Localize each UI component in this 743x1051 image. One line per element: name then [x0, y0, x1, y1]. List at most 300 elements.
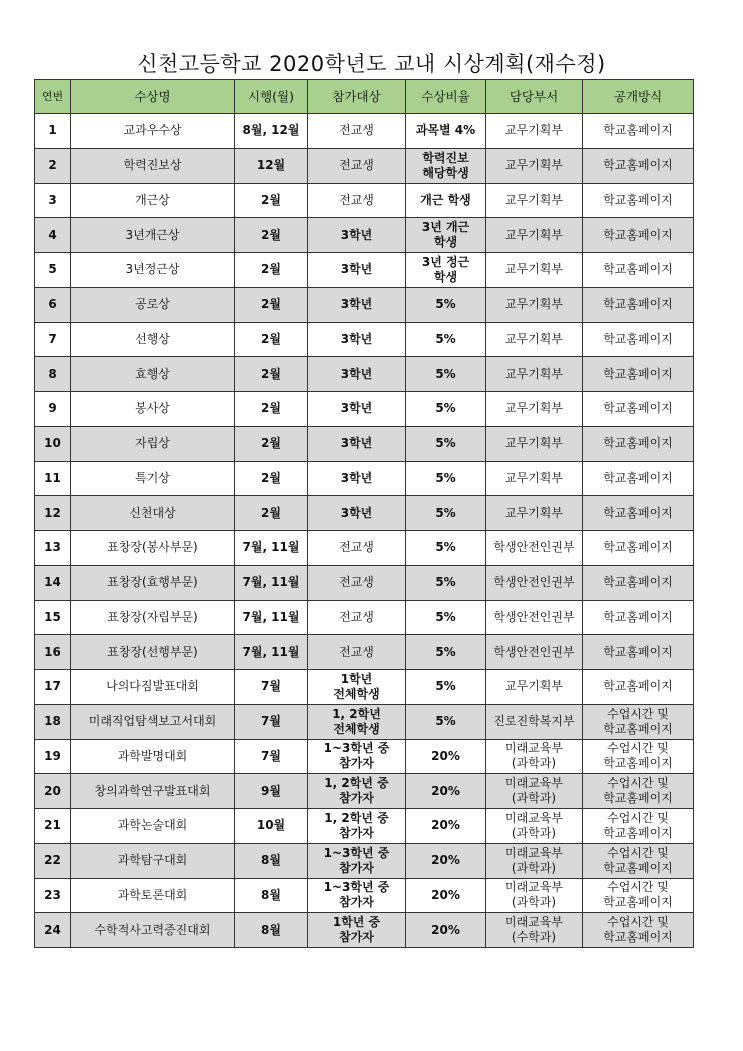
- cell-disclose: [583, 843, 694, 878]
- cell-line: 학교홈페이지: [603, 679, 673, 694]
- cell-ratio: [406, 531, 486, 566]
- cell-disclose: [583, 565, 694, 600]
- cell-line: 학생: [433, 235, 458, 250]
- cell-when: 2월: [235, 253, 308, 288]
- table-row: [35, 809, 694, 844]
- cell-line: 학교홈페이지: [603, 297, 673, 312]
- cell-no: 20: [35, 774, 71, 809]
- cell-line: 학교홈페이지: [603, 825, 673, 840]
- cell-dept: [486, 148, 583, 183]
- cell-ratio: [406, 739, 486, 774]
- cell-line: 교무기획부: [505, 123, 563, 138]
- cell-when: 7월: [235, 670, 308, 705]
- cell-ratio: [406, 114, 486, 149]
- cell-no: 17: [35, 670, 71, 705]
- table-row: [35, 843, 694, 878]
- cell-when: 12월: [235, 148, 308, 183]
- cell-line: 5%: [435, 297, 456, 312]
- cell-line: 교무기획부: [505, 470, 563, 485]
- cell-target: [308, 322, 406, 357]
- cell-disclose: [583, 704, 694, 739]
- cell-target: [308, 183, 406, 218]
- table-row: [35, 600, 694, 635]
- cell-dept: [486, 496, 583, 531]
- cell-no: 21: [35, 809, 71, 844]
- cell-no: 11: [35, 461, 71, 496]
- cell-disclose: [583, 287, 694, 322]
- cell-award-name: 교과우수상: [71, 114, 235, 149]
- cell-when: 2월: [235, 461, 308, 496]
- cell-line: 수업시간 및: [607, 776, 669, 791]
- cell-dept: [486, 843, 583, 878]
- cell-target: [308, 357, 406, 392]
- cell-line: 5%: [435, 679, 456, 694]
- table-row: [35, 704, 694, 739]
- cell-dept: [486, 531, 583, 566]
- cell-no: 18: [35, 704, 71, 739]
- table-row: [35, 635, 694, 670]
- cell-line: 학교홈페이지: [603, 575, 673, 590]
- cell-dept: [486, 809, 583, 844]
- cell-line: 교무기획부: [505, 679, 563, 694]
- cell-line: 수업시간 및: [607, 810, 669, 825]
- cell-target: [308, 704, 406, 739]
- cell-when: 10월: [235, 809, 308, 844]
- cell-line: 교무기획부: [505, 436, 563, 451]
- cell-line: 학교홈페이지: [603, 470, 673, 485]
- cell-dept: [486, 670, 583, 705]
- cell-award-name: 미래직업탐색보고서대회: [71, 704, 235, 739]
- cell-when: 8월: [235, 843, 308, 878]
- cell-when: 2월: [235, 357, 308, 392]
- cell-when: 2월: [235, 392, 308, 427]
- cell-disclose: [583, 426, 694, 461]
- cell-line: 과목별 4%: [415, 123, 476, 138]
- header-dept: 담당부서: [486, 80, 583, 114]
- header-name: 수상명: [71, 80, 235, 114]
- cell-when: 7월: [235, 704, 308, 739]
- cell-dept: [486, 704, 583, 739]
- cell-target: [308, 531, 406, 566]
- table-row: [35, 461, 694, 496]
- cell-ratio: [406, 218, 486, 253]
- cell-disclose: [583, 253, 694, 288]
- cell-target: [308, 913, 406, 948]
- cell-ratio: [406, 426, 486, 461]
- cell-target: [308, 114, 406, 149]
- cell-line: (과학과): [511, 895, 557, 910]
- table-row: [35, 253, 694, 288]
- cell-when: 9월: [235, 774, 308, 809]
- cell-dept: [486, 287, 583, 322]
- cell-when: 8월: [235, 878, 308, 913]
- cell-line: (과학과): [511, 756, 557, 771]
- cell-award-name: 효행상: [71, 357, 235, 392]
- cell-line: 학교홈페이지: [603, 609, 673, 624]
- cell-line: 20%: [431, 922, 460, 937]
- cell-line: 전교생: [339, 540, 374, 555]
- cell-ratio: [406, 322, 486, 357]
- table-row: [35, 392, 694, 427]
- cell-ratio: [406, 878, 486, 913]
- cell-dept: [486, 426, 583, 461]
- cell-when: 2월: [235, 218, 308, 253]
- cell-dept: [486, 878, 583, 913]
- award-plan-table: [34, 79, 694, 948]
- cell-line: 참가자: [339, 791, 374, 806]
- cell-award-name: 3년정근상: [71, 253, 235, 288]
- cell-line: 3학년: [340, 505, 373, 520]
- cell-line: 5%: [435, 575, 456, 590]
- cell-line: 20%: [431, 818, 460, 833]
- cell-ratio: [406, 183, 486, 218]
- cell-line: 학교홈페이지: [603, 721, 673, 736]
- cell-line: 5%: [435, 366, 456, 381]
- table-row: [35, 218, 694, 253]
- cell-disclose: [583, 357, 694, 392]
- table-body: [35, 114, 694, 948]
- cell-disclose: [583, 670, 694, 705]
- cell-line: 1~3학년 중: [323, 741, 390, 756]
- cell-line: 학생: [433, 269, 458, 284]
- cell-line: 학교홈페이지: [603, 930, 673, 945]
- cell-disclose: [583, 392, 694, 427]
- cell-line: 교무기획부: [505, 192, 563, 207]
- cell-line: 학교홈페이지: [603, 505, 673, 520]
- cell-when: 7월: [235, 739, 308, 774]
- cell-line: 학생안전인권부: [493, 644, 575, 659]
- cell-no: 14: [35, 565, 71, 600]
- cell-dept: [486, 357, 583, 392]
- cell-line: 1, 2학년 중: [324, 810, 389, 825]
- cell-line: (수학과): [511, 930, 557, 945]
- cell-ratio: [406, 461, 486, 496]
- cell-target: [308, 253, 406, 288]
- cell-target: [308, 809, 406, 844]
- table-row: [35, 496, 694, 531]
- header-no: 연번: [35, 80, 71, 114]
- cell-line: 학교홈페이지: [603, 123, 673, 138]
- cell-line: 3학년: [340, 297, 373, 312]
- cell-line: 1학년: [340, 671, 373, 686]
- cell-dept: [486, 774, 583, 809]
- cell-disclose: [583, 148, 694, 183]
- cell-when: 2월: [235, 183, 308, 218]
- cell-no: 16: [35, 635, 71, 670]
- cell-line: 교무기획부: [505, 158, 563, 173]
- cell-no: 24: [35, 913, 71, 948]
- cell-line: 20%: [431, 748, 460, 763]
- cell-dept: [486, 739, 583, 774]
- cell-line: 수업시간 및: [607, 880, 669, 895]
- cell-award-name: 표창장(자립부문): [71, 600, 235, 635]
- cell-when: 8월: [235, 913, 308, 948]
- table-row: [35, 774, 694, 809]
- cell-no: 1: [35, 114, 71, 149]
- cell-target: [308, 774, 406, 809]
- cell-disclose: [583, 114, 694, 149]
- cell-award-name: 수학적사고력증진대회: [71, 913, 235, 948]
- cell-dept: [486, 322, 583, 357]
- table-row: [35, 878, 694, 913]
- header-ratio: 수상비율: [406, 80, 486, 114]
- header-when: 시행(월): [235, 80, 308, 114]
- cell-line: 전교생: [339, 575, 374, 590]
- cell-no: 9: [35, 392, 71, 427]
- cell-line: 교무기획부: [505, 297, 563, 312]
- cell-target: [308, 739, 406, 774]
- cell-no: 23: [35, 878, 71, 913]
- cell-line: 학교홈페이지: [603, 540, 673, 555]
- cell-award-name: 과학논술대회: [71, 809, 235, 844]
- cell-line: 전체학생: [333, 721, 380, 736]
- cell-ratio: [406, 809, 486, 844]
- cell-award-name: 공로상: [71, 287, 235, 322]
- cell-line: 3년 개근: [421, 220, 470, 235]
- cell-line: 3학년: [340, 401, 373, 416]
- cell-target: [308, 287, 406, 322]
- cell-line: 학교홈페이지: [603, 262, 673, 277]
- cell-line: 참가자: [339, 930, 374, 945]
- cell-target: [308, 843, 406, 878]
- cell-disclose: [583, 496, 694, 531]
- cell-line: 교무기획부: [505, 505, 563, 520]
- table-row: [35, 183, 694, 218]
- cell-line: 학교홈페이지: [603, 436, 673, 451]
- cell-line: 학교홈페이지: [603, 791, 673, 806]
- cell-disclose: [583, 218, 694, 253]
- cell-award-name: 과학토론대회: [71, 878, 235, 913]
- cell-award-name: 개근상: [71, 183, 235, 218]
- cell-award-name: 표창장(효행부문): [71, 565, 235, 600]
- cell-line: 1, 2학년 중: [324, 776, 389, 791]
- cell-award-name: 나의다짐발표대회: [71, 670, 235, 705]
- cell-ratio: [406, 913, 486, 948]
- cell-when: 2월: [235, 426, 308, 461]
- cell-dept: [486, 913, 583, 948]
- cell-line: 5%: [435, 609, 456, 624]
- header-row: [35, 80, 694, 114]
- cell-line: 전교생: [339, 644, 374, 659]
- cell-when: 2월: [235, 287, 308, 322]
- cell-ratio: [406, 287, 486, 322]
- cell-line: 미래교육부: [505, 810, 563, 825]
- cell-line: 학교홈페이지: [603, 331, 673, 346]
- cell-line: 수업시간 및: [607, 845, 669, 860]
- cell-line: 5%: [435, 505, 456, 520]
- cell-dept: [486, 392, 583, 427]
- cell-ratio: [406, 253, 486, 288]
- cell-award-name: 과학탐구대회: [71, 843, 235, 878]
- cell-line: 학교홈페이지: [603, 860, 673, 875]
- cell-ratio: [406, 704, 486, 739]
- cell-line: 학교홈페이지: [603, 644, 673, 659]
- cell-line: 3학년: [340, 331, 373, 346]
- cell-target: [308, 878, 406, 913]
- cell-line: 교무기획부: [505, 227, 563, 242]
- cell-ratio: [406, 357, 486, 392]
- cell-ratio: [406, 565, 486, 600]
- cell-line: 수업시간 및: [607, 706, 669, 721]
- cell-line: 학력진보: [422, 150, 469, 165]
- cell-disclose: [583, 183, 694, 218]
- header-target: 참가대상: [308, 80, 406, 114]
- cell-line: 1, 2학년: [332, 706, 381, 721]
- cell-line: 1~3학년 중: [323, 880, 390, 895]
- cell-ratio: [406, 392, 486, 427]
- cell-dept: [486, 114, 583, 149]
- cell-line: 학교홈페이지: [603, 756, 673, 771]
- table-header: [35, 80, 694, 114]
- cell-no: 6: [35, 287, 71, 322]
- cell-award-name: 학력진보상: [71, 148, 235, 183]
- cell-award-name: 봉사상: [71, 392, 235, 427]
- cell-no: 15: [35, 600, 71, 635]
- cell-ratio: [406, 635, 486, 670]
- header-disclose: 공개방식: [583, 80, 694, 114]
- cell-line: 참가자: [339, 756, 374, 771]
- cell-disclose: [583, 809, 694, 844]
- cell-no: 22: [35, 843, 71, 878]
- cell-award-name: 자립상: [71, 426, 235, 461]
- cell-ratio: [406, 843, 486, 878]
- cell-disclose: [583, 913, 694, 948]
- cell-line: 학생안전인권부: [493, 575, 575, 590]
- cell-disclose: [583, 531, 694, 566]
- table-row: [35, 426, 694, 461]
- cell-line: (과학과): [511, 825, 557, 840]
- table-row: [35, 287, 694, 322]
- cell-line: 3학년: [340, 227, 373, 242]
- cell-line: 5%: [435, 644, 456, 659]
- cell-no: 5: [35, 253, 71, 288]
- cell-ratio: [406, 148, 486, 183]
- table-row: [35, 322, 694, 357]
- table-row: [35, 670, 694, 705]
- cell-line: 3학년: [340, 366, 373, 381]
- cell-when: 7월, 11월: [235, 565, 308, 600]
- cell-target: [308, 461, 406, 496]
- cell-line: (과학과): [511, 791, 557, 806]
- cell-line: 학교홈페이지: [603, 192, 673, 207]
- table-row: [35, 739, 694, 774]
- table-row: [35, 114, 694, 149]
- cell-line: 5%: [435, 714, 456, 729]
- cell-award-name: 표창장(봉사부문): [71, 531, 235, 566]
- cell-line: 전체학생: [333, 686, 380, 701]
- cell-line: 학교홈페이지: [603, 366, 673, 381]
- cell-ratio: [406, 670, 486, 705]
- cell-line: 미래교육부: [505, 915, 563, 930]
- cell-line: 진로진학복지부: [493, 714, 575, 729]
- cell-dept: [486, 218, 583, 253]
- cell-line: 교무기획부: [505, 331, 563, 346]
- cell-no: 2: [35, 148, 71, 183]
- cell-line: 개근 학생: [420, 192, 471, 207]
- cell-disclose: [583, 461, 694, 496]
- table-row: [35, 531, 694, 566]
- cell-disclose: [583, 774, 694, 809]
- cell-ratio: [406, 600, 486, 635]
- cell-line: 1~3학년 중: [323, 845, 390, 860]
- cell-line: 학생안전인권부: [493, 609, 575, 624]
- cell-line: 학교홈페이지: [603, 401, 673, 416]
- cell-dept: [486, 183, 583, 218]
- cell-award-name: 표창장(선행부문): [71, 635, 235, 670]
- cell-no: 19: [35, 739, 71, 774]
- cell-line: 3학년: [340, 262, 373, 277]
- cell-target: [308, 148, 406, 183]
- cell-dept: [486, 635, 583, 670]
- cell-line: 5%: [435, 540, 456, 555]
- cell-no: 13: [35, 531, 71, 566]
- cell-disclose: [583, 635, 694, 670]
- cell-line: 5%: [435, 436, 456, 451]
- cell-target: [308, 670, 406, 705]
- cell-no: 12: [35, 496, 71, 531]
- cell-line: 참가자: [339, 860, 374, 875]
- cell-award-name: 선행상: [71, 322, 235, 357]
- cell-line: 전교생: [339, 123, 374, 138]
- cell-line: 미래교육부: [505, 776, 563, 791]
- cell-target: [308, 635, 406, 670]
- cell-line: 해당학생: [422, 165, 469, 180]
- cell-award-name: 특기상: [71, 461, 235, 496]
- cell-line: 3학년: [340, 470, 373, 485]
- cell-line: 미래교육부: [505, 741, 563, 756]
- cell-disclose: [583, 878, 694, 913]
- table-row: [35, 357, 694, 392]
- document-title: 신천고등학교 2020학년도 교내 시상계획(재수정): [137, 52, 606, 76]
- cell-line: 교무기획부: [505, 262, 563, 277]
- cell-line: 1학년 중: [332, 915, 381, 930]
- cell-target: [308, 565, 406, 600]
- cell-when: 2월: [235, 322, 308, 357]
- cell-line: 참가자: [339, 825, 374, 840]
- cell-dept: [486, 600, 583, 635]
- cell-target: [308, 392, 406, 427]
- cell-when: 7월, 11월: [235, 635, 308, 670]
- cell-no: 4: [35, 218, 71, 253]
- cell-when: 7월, 11월: [235, 531, 308, 566]
- cell-line: 미래교육부: [505, 845, 563, 860]
- cell-no: 10: [35, 426, 71, 461]
- cell-line: 5%: [435, 470, 456, 485]
- cell-line: 수업시간 및: [607, 915, 669, 930]
- cell-line: 20%: [431, 783, 460, 798]
- cell-when: 7월, 11월: [235, 600, 308, 635]
- cell-when: 8월, 12월: [235, 114, 308, 149]
- cell-line: 20%: [431, 853, 460, 868]
- cell-dept: [486, 461, 583, 496]
- cell-disclose: [583, 322, 694, 357]
- table-row: [35, 565, 694, 600]
- cell-no: 3: [35, 183, 71, 218]
- cell-line: 20%: [431, 887, 460, 902]
- cell-disclose: [583, 600, 694, 635]
- cell-award-name: 창의과학연구발표대회: [71, 774, 235, 809]
- cell-line: 학교홈페이지: [603, 158, 673, 173]
- cell-line: 학교홈페이지: [603, 227, 673, 242]
- cell-line: (과학과): [511, 860, 557, 875]
- table-row: [35, 148, 694, 183]
- cell-target: [308, 496, 406, 531]
- cell-award-name: 3년개근상: [71, 218, 235, 253]
- cell-line: 5%: [435, 331, 456, 346]
- table-row: [35, 913, 694, 948]
- cell-award-name: 신천대상: [71, 496, 235, 531]
- cell-line: 전교생: [339, 192, 374, 207]
